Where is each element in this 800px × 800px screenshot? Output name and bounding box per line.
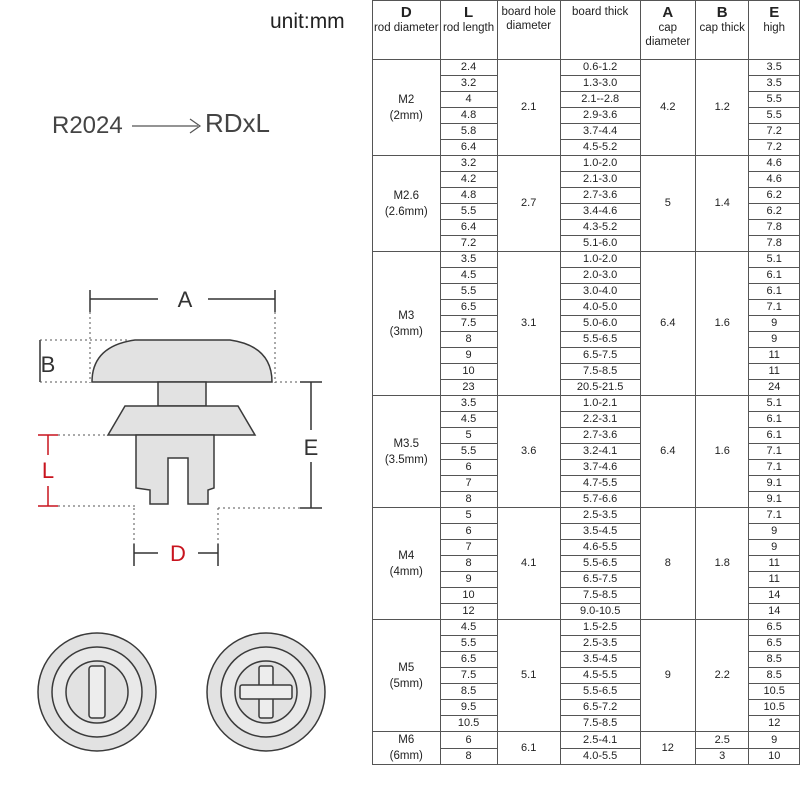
cap-diameter-cell: 6.4 — [640, 252, 695, 396]
board-thick-cell: 3.0-4.0 — [560, 284, 640, 300]
size-mm-label: (6mm) — [389, 750, 423, 762]
board-thick-cell: 9.0-10.5 — [560, 604, 640, 620]
rod-diameter-cell — [373, 732, 441, 765]
high-cell: 11 — [749, 364, 800, 380]
board-thick-cell: 3.2-4.1 — [560, 444, 640, 460]
high-cell: 9.1 — [749, 476, 800, 492]
rod-length-cell: 8 — [440, 332, 497, 348]
column-subtitle: rod diameter — [373, 22, 439, 34]
board-thick-cell: 2.5-3.5 — [560, 636, 640, 652]
high-cell: 10 — [749, 748, 800, 765]
high-cell: 5.5 — [749, 92, 800, 108]
rod-length-cell: 5 — [440, 508, 497, 524]
rod-length-cell: 6.5 — [440, 300, 497, 316]
board-thick-cell: 4.0-5.0 — [560, 300, 640, 316]
rod-length-cell: 4.8 — [440, 108, 497, 124]
board-thick-cell: 2.9-3.6 — [560, 108, 640, 124]
dim-label-b: B — [40, 352, 56, 377]
high-cell: 14 — [749, 588, 800, 604]
board-thick-cell: 1.0-2.0 — [560, 252, 640, 268]
board-thick-cell: 7.5-8.5 — [560, 716, 640, 732]
high-cell: 7.1 — [749, 300, 800, 316]
board-thick-cell: 3.5-4.5 — [560, 524, 640, 540]
cap-thick-cell: 1.4 — [696, 156, 749, 252]
board-thick-cell: 1.5-2.5 — [560, 620, 640, 636]
slotted-end-view — [38, 633, 156, 751]
size-label: M4 — [398, 549, 415, 562]
rod-diameter-cell — [373, 252, 441, 396]
board-thick-cell: 5.5-6.5 — [560, 684, 640, 700]
high-cell: 8.5 — [749, 668, 800, 684]
rod-length-cell: 23 — [440, 380, 497, 396]
high-cell: 7.2 — [749, 124, 800, 140]
high-cell: 9 — [749, 316, 800, 332]
rivet-cap — [92, 340, 272, 382]
high-cell: 6.1 — [749, 284, 800, 300]
rod-length-cell: 4.5 — [440, 412, 497, 428]
high-cell: 11 — [749, 572, 800, 588]
board-thick-cell: 4.5-5.2 — [560, 140, 640, 156]
board-thick-cell: 5.5-6.5 — [560, 332, 640, 348]
board-thick-cell: 2.5-4.1 — [560, 732, 640, 749]
rod-diameter-cell — [373, 620, 441, 732]
high-cell: 3.5 — [749, 76, 800, 92]
high-cell: 4.6 — [749, 156, 800, 172]
high-cell: 3.5 — [749, 60, 800, 76]
rod-length-cell: 10 — [440, 588, 497, 604]
rod-length-cell: 5.5 — [440, 444, 497, 460]
board-thick-cell: 1.0-2.0 — [560, 156, 640, 172]
high-cell: 6.5 — [749, 620, 800, 636]
column-subtitle: cap diameter — [645, 22, 691, 48]
rod-length-cell: 7 — [440, 540, 497, 556]
board-thick-cell: 2.0-3.0 — [560, 268, 640, 284]
high-cell: 7.1 — [749, 508, 800, 524]
column-header — [373, 1, 441, 60]
board-thick-cell: 6.5-7.2 — [560, 700, 640, 716]
table-row — [373, 508, 800, 524]
size-mm-label: (2mm) — [389, 109, 423, 122]
size-label: M2 — [398, 93, 415, 106]
rod-length-cell: 8 — [440, 492, 497, 508]
rivet-split-rod — [136, 435, 214, 504]
rod-length-cell: 9.5 — [440, 700, 497, 716]
model-format: RDxL — [205, 108, 271, 138]
cap-diameter-cell: 12 — [640, 732, 695, 765]
board-thick-cell: 3.7-4.4 — [560, 124, 640, 140]
cap-thick-cell: 2.5 — [696, 732, 749, 749]
rod-length-cell: 3.2 — [440, 76, 497, 92]
column-header — [640, 1, 695, 60]
rod-length-cell: 2.4 — [440, 60, 497, 76]
board-thick-cell: 4.7-5.5 — [560, 476, 640, 492]
board-thick-cell: 2.5-3.5 — [560, 508, 640, 524]
board-thick-cell: 5.5-6.5 — [560, 556, 640, 572]
high-cell: 9 — [749, 524, 800, 540]
board-thick-cell: 2.1--2.8 — [560, 92, 640, 108]
board-thick-cell: 5.1-6.0 — [560, 236, 640, 252]
high-cell: 6.2 — [749, 188, 800, 204]
board-thick-cell: 20.5-21.5 — [560, 380, 640, 396]
board-thick-cell: 3.4-4.6 — [560, 204, 640, 220]
board-hole-cell: 5.1 — [497, 620, 560, 732]
column-letter: B — [716, 4, 728, 21]
high-cell: 14 — [749, 604, 800, 620]
cap-thick-cell: 2.2 — [696, 620, 749, 732]
rivet-side-view-diagram — [0, 270, 370, 590]
rod-length-cell: 5.5 — [440, 204, 497, 220]
rod-length-cell: 7.5 — [440, 316, 497, 332]
cap-diameter-cell: 6.4 — [640, 396, 695, 508]
table-row — [373, 156, 800, 172]
rod-length-cell: 7 — [440, 476, 497, 492]
high-cell: 6.5 — [749, 636, 800, 652]
size-label: M3.5 — [393, 437, 420, 450]
column-subtitle: board thick — [572, 6, 629, 18]
cap-diameter-cell: 9 — [640, 620, 695, 732]
high-cell: 24 — [749, 380, 800, 396]
rod-length-cell: 3.5 — [440, 252, 497, 268]
high-cell: 6.1 — [749, 428, 800, 444]
board-thick-cell: 4.3-5.2 — [560, 220, 640, 236]
column-letter: D — [400, 4, 412, 21]
rod-length-cell: 5.5 — [440, 636, 497, 652]
rod-length-cell: 8.5 — [440, 684, 497, 700]
high-cell: 9 — [749, 332, 800, 348]
board-thick-cell: 1.3-3.0 — [560, 76, 640, 92]
board-hole-cell: 3.1 — [497, 252, 560, 396]
high-cell: 9 — [749, 732, 800, 749]
dim-label-d: D — [170, 541, 186, 566]
high-cell: 5.1 — [749, 252, 800, 268]
column-letter: L — [463, 4, 474, 21]
spec-table-body — [373, 60, 800, 765]
column-header — [497, 1, 560, 60]
board-thick-cell: 6.5-7.5 — [560, 348, 640, 364]
high-cell: 10.5 — [749, 700, 800, 716]
header-row — [373, 1, 800, 60]
rod-length-cell: 6 — [440, 732, 497, 749]
rod-length-cell: 6 — [440, 524, 497, 540]
rod-length-cell: 10 — [440, 364, 497, 380]
high-cell: 9.1 — [749, 492, 800, 508]
rod-diameter-cell — [373, 60, 441, 156]
high-cell: 4.6 — [749, 172, 800, 188]
rod-length-cell: 6.5 — [440, 652, 497, 668]
column-subtitle: rod length — [442, 22, 495, 34]
high-cell: 8.5 — [749, 652, 800, 668]
rod-length-cell: 4.8 — [440, 188, 497, 204]
rod-length-cell: 3.5 — [440, 396, 497, 412]
size-mm-label: (2.6mm) — [384, 205, 428, 218]
rod-length-cell: 7.2 — [440, 236, 497, 252]
rod-length-cell: 6 — [440, 460, 497, 476]
unit-label: unit:mm — [270, 10, 345, 33]
rod-length-cell: 9 — [440, 348, 497, 364]
board-hole-cell: 6.1 — [497, 732, 560, 765]
high-cell: 5.5 — [749, 108, 800, 124]
rivet-collar — [108, 406, 255, 435]
table-row — [373, 396, 800, 412]
dim-label-e: E — [303, 435, 319, 460]
table-row — [373, 732, 800, 749]
board-hole-cell: 2.7 — [497, 156, 560, 252]
high-cell: 10.5 — [749, 684, 800, 700]
cap-thick-cell: 1.2 — [696, 60, 749, 156]
high-cell: 7.8 — [749, 220, 800, 236]
high-cell: 7.1 — [749, 444, 800, 460]
board-thick-cell: 2.7-3.6 — [560, 428, 640, 444]
column-header — [440, 1, 497, 60]
size-mm-label: (3mm) — [389, 325, 423, 338]
board-thick-cell: 4.5-5.5 — [560, 668, 640, 684]
board-thick-cell: 5.7-6.6 — [560, 492, 640, 508]
rivet-neck — [158, 382, 206, 406]
spec-table — [372, 0, 800, 765]
rivet-bottom-views — [0, 620, 370, 800]
spec-table-header — [373, 1, 800, 60]
size-mm-label: (3.5mm) — [384, 453, 428, 466]
board-hole-cell: 2.1 — [497, 60, 560, 156]
column-subtitle: high — [763, 22, 786, 34]
rod-length-cell: 5.8 — [440, 124, 497, 140]
column-subtitle: cap thick — [699, 22, 745, 34]
rod-length-cell: 10.5 — [440, 716, 497, 732]
rod-diameter-cell — [373, 396, 441, 508]
high-cell: 6.1 — [749, 268, 800, 284]
high-cell: 7.1 — [749, 460, 800, 476]
model-code: R2024 — [52, 112, 123, 139]
cap-thick-cell: 1.6 — [696, 252, 749, 396]
board-thick-cell: 2.7-3.6 — [560, 188, 640, 204]
column-header — [749, 1, 800, 60]
cap-thick-cell: 1.6 — [696, 396, 749, 508]
dim-label-l: L — [41, 458, 55, 483]
size-mm-label: (4mm) — [389, 565, 423, 578]
rod-length-cell: 7.5 — [440, 668, 497, 684]
high-cell: 11 — [749, 348, 800, 364]
rod-length-cell: 4.2 — [440, 172, 497, 188]
board-hole-cell: 4.1 — [497, 508, 560, 620]
column-subtitle: board hole diameter — [501, 6, 556, 32]
rod-diameter-cell — [373, 156, 441, 252]
high-cell: 6.2 — [749, 204, 800, 220]
size-label: M2.6 — [393, 189, 420, 202]
board-thick-cell: 2.1-3.0 — [560, 172, 640, 188]
rod-length-cell: 4.5 — [440, 268, 497, 284]
cap-diameter-cell: 8 — [640, 508, 695, 620]
board-thick-cell: 2.2-3.1 — [560, 412, 640, 428]
rod-length-cell: 8 — [440, 748, 497, 765]
size-label: M5 — [398, 661, 415, 674]
cap-thick-cell: 3 — [696, 748, 749, 765]
board-thick-cell: 4.0-5.5 — [560, 748, 640, 765]
rod-length-cell: 4 — [440, 92, 497, 108]
column-header — [560, 1, 640, 60]
high-cell: 7.8 — [749, 236, 800, 252]
board-thick-cell: 1.0-2.1 — [560, 396, 640, 412]
rod-length-cell: 9 — [440, 572, 497, 588]
size-label: M6 — [398, 734, 415, 746]
table-row — [373, 252, 800, 268]
cap-thick-cell: 1.8 — [696, 508, 749, 620]
high-cell: 7.2 — [749, 140, 800, 156]
table-row — [373, 60, 800, 76]
table-row — [373, 620, 800, 636]
rod-length-cell: 4.5 — [440, 620, 497, 636]
board-thick-cell: 7.5-8.5 — [560, 364, 640, 380]
board-thick-cell: 3.7-4.6 — [560, 460, 640, 476]
board-thick-cell: 6.5-7.5 — [560, 572, 640, 588]
high-cell: 12 — [749, 716, 800, 732]
board-thick-cell: 3.5-4.5 — [560, 652, 640, 668]
column-letter: E — [769, 4, 780, 21]
high-cell: 5.1 — [749, 396, 800, 412]
size-label: M3 — [398, 309, 415, 322]
board-thick-cell: 4.6-5.5 — [560, 540, 640, 556]
board-thick-cell: 7.5-8.5 — [560, 588, 640, 604]
cap-diameter-cell: 5 — [640, 156, 695, 252]
rod-length-cell: 6.4 — [440, 220, 497, 236]
high-cell: 11 — [749, 556, 800, 572]
rod-length-cell: 3.2 — [440, 156, 497, 172]
column-letter: A — [662, 4, 674, 21]
cross-end-view — [207, 633, 325, 751]
dim-label-a: A — [177, 287, 193, 312]
rod-length-cell: 8 — [440, 556, 497, 572]
rod-diameter-cell — [373, 508, 441, 620]
column-header — [696, 1, 749, 60]
rod-length-cell: 6.4 — [440, 140, 497, 156]
rod-length-cell: 5.5 — [440, 284, 497, 300]
high-cell: 9 — [749, 540, 800, 556]
size-mm-label: (5mm) — [389, 677, 423, 690]
high-cell: 6.1 — [749, 412, 800, 428]
board-thick-cell: 0.6-1.2 — [560, 60, 640, 76]
cap-diameter-cell: 4.2 — [640, 60, 695, 156]
rod-length-cell: 5 — [440, 428, 497, 444]
board-hole-cell: 3.6 — [497, 396, 560, 508]
right-arrow-icon — [132, 114, 204, 134]
rod-length-cell: 12 — [440, 604, 497, 620]
board-thick-cell: 5.0-6.0 — [560, 316, 640, 332]
